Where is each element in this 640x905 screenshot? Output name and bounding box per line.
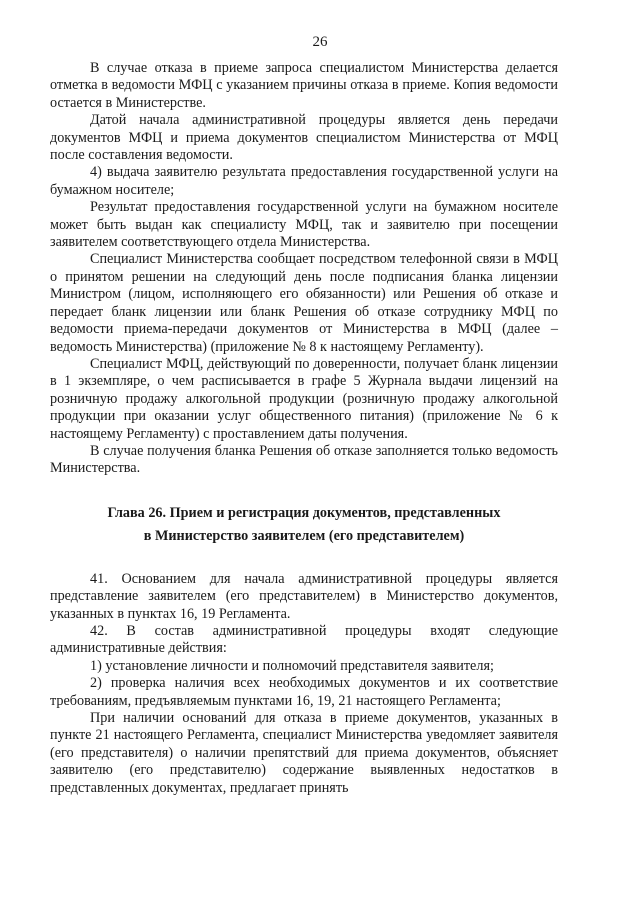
paragraph-action-2: 2) проверка наличия всех необходимых документов и их соответствие требованиям, предъявляемым пунктами 16, 19, 21 настоящего Регламента; [50, 675, 558, 709]
chapter-heading-line-2: в Министерство заявителем (его представителем) [143, 527, 465, 544]
document-body [50, 60, 558, 797]
paragraph-42: 42. В состав административной процедуры входят следующие административные действия: [50, 622, 558, 657]
paragraph-ministry-notifies-mfc: Специалист Министерства сообщает посредством телефонной связи в МФЦ о принятом решении на следующий день после подписания бланка лицензии Министром (лицом, исполняющего его обязанности) или Решения об отказе и передает бланк лицензии или бланк Решения об отказе сотруднику МФЦ по ведомости приема-передачи документов от Министерства в МФЦ (далее – ведомость Министерства) (приложение № 8 к настоящему Регламенту). [50, 251, 558, 355]
paragraph-result-issuance: Результат предоставления государственной услуги на бумажном носителе может быть выдан как специалисту МФЦ, так и заявителю при посещении заявителем соответствующего отдела Министерства. [50, 199, 558, 251]
paragraph-refusal-grounds: При наличии оснований для отказа в приеме документов, указанных в пункте 21 настоящего Регламента, специалист Министерства уведомляет заявителя (его представителя) о наличии препятствий для приема документов, объясняет заявителю (его представителю) содержание выявленных недостатков в представленных документах, предлагает принять [50, 710, 558, 796]
paragraph-refusal-mark: В случае отказа в приеме запроса специалистом Министерства делается отметка в ведомости МФЦ с указанием причины отказа в приеме. Копия ведомости остается в Министерстве. [50, 60, 558, 111]
paragraph-mfc-receives-license: Специалист МФЦ, действующий по доверенности, получает бланк лицензии в 1 экземпляре, о чем расписывается в графе 5 Журнала выдачи лицензий на розничную продажу алкогольной продукции (розничную продажу алкогольной продукции при оказании услуг общественного питания) (приложение № 6 к настоящему Регламенту) с проставлением даты получения. [50, 355, 558, 442]
paragraph-refusal-statement: В случае получения бланка Решения об отказе заполняется только ведомость Министерства. [50, 442, 558, 477]
page-number: 26 [312, 34, 328, 50]
paragraph-41: 41. Основанием для начала административной процедуры является представление заявителем (его представителем) в Министерство документов, указанных в пунктах 16, 19 Регламента. [50, 570, 558, 622]
chapter-heading [50, 502, 558, 548]
paragraph-action-1: 1) установление личности и полномочий представителя заявителя; [90, 657, 494, 674]
paragraph-procedure-start-date: Датой начала административной процедуры является день передачи документов МФЦ и приема документов специалистом Министерства от МФЦ после составления ведомости. [50, 112, 558, 164]
chapter-heading-line-1: Глава 26. Прием и регистрация документов, представленных [107, 504, 501, 521]
paragraph-item-4-issuance: 4) выдача заявителю результата предоставления государственной услуги на бумажном носителе; [50, 164, 558, 198]
